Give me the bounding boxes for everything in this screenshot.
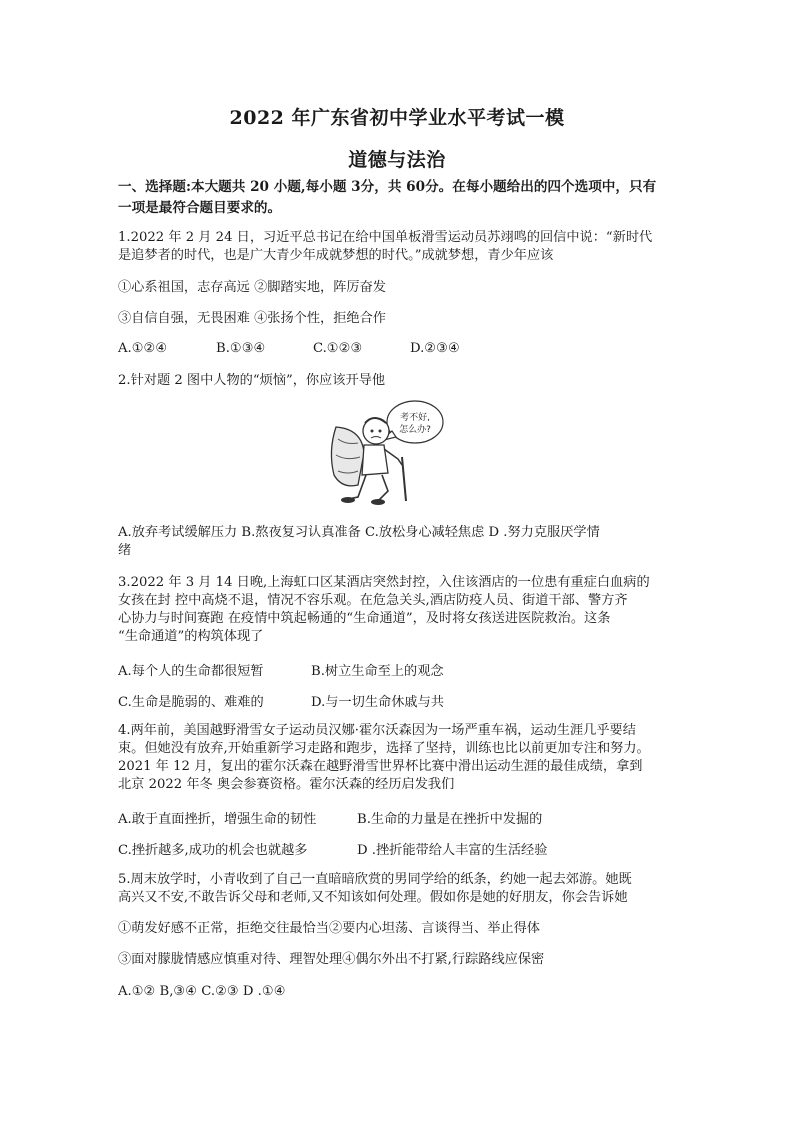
q5-item-line1: ①萌发好感不正常，拒绝交往最恰当②要内心坦荡、言谈得当、举止得体	[118, 921, 540, 936]
q5-stem-line1: 5.周末放学时，小青收到了自己一直暗暗欣赏的男同学给的纸条，约她一起去郊游。她既	[118, 872, 632, 887]
exam-title: 2022 年广东省初中学业水平考试一模	[229, 107, 565, 129]
student-cartoon-icon	[318, 393, 448, 511]
bubble-text-line2: 怎么办?	[399, 425, 431, 435]
q3-options-row1	[118, 660, 444, 679]
q4-stem-line3: 2021 年 12 月，复出的霍尔沃森在越野滑雪世界杯比赛中滑出运动生涯的最佳成绩，拿到	[118, 759, 643, 774]
section-instruction-line1: 一、选择题:本大题共 20 小题,每小题 3分，共 60分。在每小题给出的四个选项中，只有	[118, 179, 657, 195]
q4-option-b[interactable]: B.生命的力量是在挫折中发掘的	[357, 812, 543, 827]
q3-options-row2	[118, 691, 444, 710]
q3-option-d[interactable]: D.与一切生命休戚与共	[311, 695, 444, 710]
q1-option-a[interactable]: A.①②④	[118, 341, 168, 356]
q1-stem-line2: 是追梦者的时代，也是广大青少年成就梦想的时代。”成就梦想，青少年应该	[118, 248, 554, 263]
q4-stem-line1: 4.两年前，美国越野滑雪女子运动员汉娜·霍尔沃森因为一场严重车祸，运动生涯几乎要结	[118, 723, 636, 738]
q3-option-b[interactable]: B.树立生命至上的观念	[311, 664, 444, 679]
q4-option-d[interactable]: D .挫折能带给人丰富的生活经验	[357, 843, 548, 858]
q1-stem-line1: 1.2022 年 2 月 24 日，习近平总书记在给中国单板滑雪运动员苏翊鸣的回信中说：“新时代	[118, 230, 653, 245]
q5-stem-line2: 高兴又不安,不敢告诉父母和老师,又不知该如何处理。假如你是她的好朋友，你会告诉她	[118, 890, 628, 905]
q3-stem-line2: 女孩在封 控中高烧不退，情况不容乐观。在危急关头,酒店防疫人员、街道干部、警方齐	[118, 593, 628, 608]
q1-item-line1: ①心系祖国，志存高远 ②脚踏实地，阵厉奋发	[118, 280, 386, 295]
q1-item-line2: ③自信自强，无畏困难 ④张扬个性，拒绝合作	[118, 311, 386, 326]
q1-option-d[interactable]: D.②③④	[410, 341, 460, 356]
q1-options	[118, 341, 460, 356]
q5-options[interactable]: A.①② B,③④ C.②③ D .①④	[118, 984, 286, 999]
q4-options-row2	[118, 839, 547, 858]
q3-stem-line4: “生命通道”的构筑体现了	[118, 629, 264, 644]
q4-stem-line4: 北京 2022 年冬 奥会参赛资格。霍尔沃森的经历启发我们	[118, 777, 455, 792]
q3-option-a[interactable]: A.每个人的生命都很短暂	[118, 664, 264, 679]
q2-options-line2: 绪	[118, 543, 132, 558]
q3-stem-line1: 3.2022 年 3 月 14 日晚,上海虹口区某酒店突然封控，入住该酒店的一位患有重症白血病的	[118, 575, 650, 590]
q1-option-b[interactable]: B.①③④	[216, 341, 266, 356]
q3-stem-line3: 心协力与时间赛跑 在疫情中筑起畅通的“生命通道”，及时将女孩送进医院救治。这条	[118, 611, 611, 626]
q4-stem-line2: 束。但她没有放弃,开始重新学习走路和跑步，选择了坚持，训练也比以前更加专注和努力。	[118, 741, 650, 756]
q2-stem: 2.针对题 2 图中人物的“烦恼”，你应该开导他	[118, 373, 386, 388]
section-instruction-line2: 一项是最符合题目要求的。	[118, 200, 282, 216]
q4-option-c[interactable]: C.挫折越多,成功的机会也就越多	[118, 843, 308, 858]
q4-options-row1	[118, 808, 542, 827]
q5-item-line2: ③面对朦胧情感应慎重对待、理智处理④偶尔外出不打紧,行踪路线应保密	[118, 952, 545, 967]
worried-student-illustration	[318, 393, 448, 511]
subject-title: 道德与法治	[348, 149, 446, 171]
q4-option-a[interactable]: A.敢于直面挫折，增强生命的韧性	[118, 812, 317, 827]
q3-option-c[interactable]: C.生命是脆弱的、难难的	[118, 695, 264, 710]
q2-options-line1: A.放弃考试缓解压力 B.熬夜复习认真准备 C.放松身心减轻焦虑 D .努力克服厌学情	[118, 525, 600, 540]
bubble-text-line1: 考不好,	[400, 413, 430, 423]
q1-option-c[interactable]: C.①②③	[313, 341, 363, 356]
